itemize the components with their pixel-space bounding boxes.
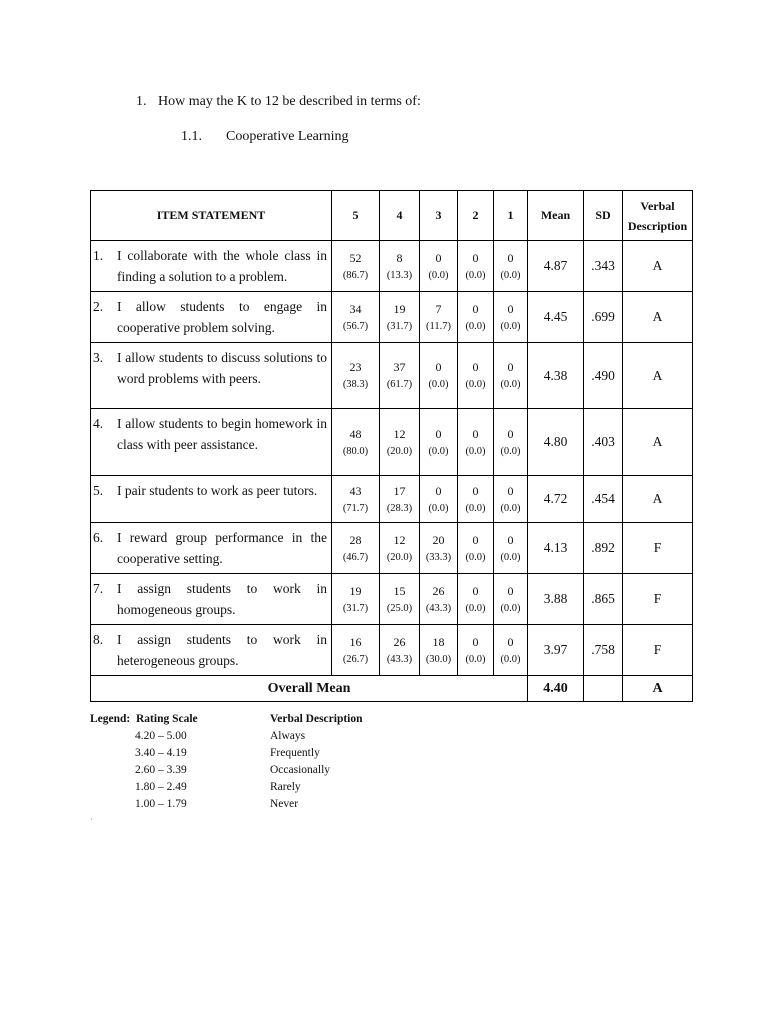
item-statement-cell	[91, 343, 332, 409]
legend-range: 1.00 – 1.79	[135, 798, 187, 810]
count-value: 0	[507, 426, 514, 441]
legend-description: Occasionally	[270, 764, 331, 776]
frequency-cell-4	[380, 476, 420, 523]
frequency-cell-4	[380, 343, 420, 409]
frequency-cell-3	[420, 409, 458, 476]
table-row	[91, 343, 693, 409]
item-statement-cell	[91, 292, 332, 343]
percent-value: (13.3)	[386, 269, 413, 281]
frequency-cell-2	[458, 523, 494, 574]
count-value: 0	[472, 250, 479, 265]
percent-value: (0.0)	[500, 320, 521, 332]
header-sd: SD	[584, 191, 623, 241]
survey-table	[90, 190, 693, 702]
legend-range: 1.80 – 2.49	[135, 781, 187, 793]
frequency-cell-4	[380, 409, 420, 476]
verbal-description-cell: A	[623, 241, 693, 292]
frequency-cell-3	[420, 476, 458, 523]
count-value: 20	[432, 532, 445, 547]
frequency-cell-1	[494, 292, 528, 343]
header-scale-5: 5	[332, 191, 380, 241]
count-value: 0	[435, 483, 442, 498]
count-value: 0	[507, 250, 514, 265]
legend-title-group	[90, 713, 270, 730]
overall-mean: 4.40	[528, 676, 584, 702]
mean-cell: 4.38	[528, 343, 584, 409]
sd-cell: .699	[584, 292, 623, 343]
percent-value: (80.0)	[342, 445, 369, 457]
count-value: 43	[349, 483, 362, 498]
percent-value: (31.7)	[386, 320, 413, 332]
percent-value: (0.0)	[465, 320, 486, 332]
sd-cell: .865	[584, 574, 623, 625]
legend-row	[90, 747, 363, 764]
count-value: 37	[393, 360, 406, 374]
count-value: 0	[472, 301, 479, 316]
percent-value: (26.7)	[342, 653, 369, 665]
percent-value: (46.7)	[342, 551, 369, 563]
frequency-cell-4	[380, 292, 420, 343]
mean-cell: 4.87	[528, 241, 584, 292]
frequency-cell-5	[332, 476, 380, 523]
question-number: 1.	[136, 94, 147, 109]
frequency-cell-2	[458, 241, 494, 292]
percent-value: (0.0)	[500, 379, 521, 390]
percent-value: (11.7)	[426, 320, 451, 332]
percent-value: (0.0)	[428, 445, 449, 457]
percent-value: (0.0)	[465, 551, 486, 563]
count-value: 0	[507, 583, 514, 598]
count-value: 8	[396, 250, 403, 265]
frequency-cell-3	[420, 523, 458, 574]
count-value: 0	[507, 532, 514, 547]
percent-value: (0.0)	[428, 269, 449, 281]
count-value: 26	[432, 583, 445, 598]
frequency-cell-1	[494, 625, 528, 676]
percent-value: (43.3)	[425, 602, 452, 614]
stray-mark: ·	[90, 815, 93, 824]
overall-label: Overall Mean	[91, 676, 528, 702]
sd-cell: .403	[584, 409, 623, 476]
count-value: 17	[393, 483, 406, 498]
verbal-description-cell: F	[623, 574, 693, 625]
mean-cell: 4.13	[528, 523, 584, 574]
percent-value: (38.3)	[342, 379, 369, 390]
frequency-cell-1	[494, 574, 528, 625]
frequency-cell-2	[458, 409, 494, 476]
header-item-statement: ITEM STATEMENT	[91, 191, 332, 241]
percent-value: (71.7)	[342, 502, 369, 514]
header-verbal-line2: Description	[627, 218, 688, 233]
percent-value: (0.0)	[465, 379, 486, 390]
frequency-cell-1	[494, 343, 528, 409]
percent-value: (0.0)	[465, 653, 486, 665]
sd-cell: .758	[584, 625, 623, 676]
legend-title: Legend:	[90, 713, 131, 725]
frequency-cell-2	[458, 343, 494, 409]
frequency-cell-5	[332, 343, 380, 409]
legend-col1-header: Rating Scale	[136, 713, 198, 725]
count-value: 0	[507, 360, 514, 374]
frequency-cell-5	[332, 409, 380, 476]
mean-cell: 3.97	[528, 625, 584, 676]
sd-cell: .490	[584, 343, 623, 409]
percent-value: (0.0)	[465, 502, 486, 514]
frequency-cell-2	[458, 476, 494, 523]
item-text: I allow students to begin homework in class with peer assistance.	[117, 416, 327, 452]
item-text: I allow students to engage in cooperative problem solving.	[117, 299, 327, 335]
count-value: 0	[507, 301, 514, 316]
percent-value: (0.0)	[428, 379, 449, 390]
percent-value: (0.0)	[465, 269, 486, 281]
count-value: 48	[349, 426, 362, 441]
count-value: 19	[349, 583, 362, 598]
item-statement-cell	[91, 523, 332, 574]
legend-description: Always	[270, 730, 306, 742]
count-value: 0	[435, 250, 442, 265]
overall-sd	[584, 676, 623, 702]
frequency-cell-5	[332, 625, 380, 676]
item-statement-cell	[91, 476, 332, 523]
item-number: 6.	[93, 530, 104, 545]
item-text: I allow students to discuss solutions to word problems with peers.	[117, 350, 327, 386]
count-value: 23	[349, 360, 362, 374]
verbal-description-cell: A	[623, 476, 693, 523]
percent-value: (31.7)	[342, 602, 369, 614]
frequency-cell-1	[494, 409, 528, 476]
frequency-cell-3	[420, 574, 458, 625]
count-value: 34	[349, 301, 362, 316]
frequency-cell-2	[458, 292, 494, 343]
percent-value: (0.0)	[500, 502, 521, 514]
legend	[90, 713, 363, 815]
frequency-cell-5	[332, 241, 380, 292]
percent-value: (20.0)	[386, 551, 413, 563]
item-text: I assign students to work in heterogeneous groups.	[117, 632, 327, 668]
item-statement-cell	[91, 574, 332, 625]
frequency-cell-3	[420, 343, 458, 409]
sd-cell: .454	[584, 476, 623, 523]
count-value: 0	[472, 634, 479, 649]
percent-value: (0.0)	[428, 502, 449, 514]
item-statement-cell	[91, 241, 332, 292]
verbal-description-cell: A	[623, 409, 693, 476]
percent-value: (56.7)	[342, 320, 369, 332]
item-number: 4.	[93, 416, 104, 431]
mean-cell: 4.80	[528, 409, 584, 476]
count-value: 15	[393, 583, 406, 598]
table-row	[91, 292, 693, 343]
legend-description: Never	[270, 798, 299, 810]
count-value: 16	[349, 634, 362, 649]
mean-cell: 4.72	[528, 476, 584, 523]
item-number: 3.	[93, 350, 104, 365]
count-value: 18	[432, 634, 445, 649]
count-value: 0	[435, 360, 442, 374]
count-value: 0	[472, 483, 479, 498]
item-text: I reward group performance in the cooperative setting.	[117, 530, 327, 566]
percent-value: (28.3)	[386, 502, 413, 514]
overall-verbal: A	[623, 676, 693, 702]
frequency-cell-1	[494, 523, 528, 574]
sd-cell: .343	[584, 241, 623, 292]
frequency-cell-5	[332, 292, 380, 343]
percent-value: (0.0)	[500, 602, 521, 614]
frequency-cell-4	[380, 574, 420, 625]
mean-cell: 3.88	[528, 574, 584, 625]
legend-row	[90, 781, 363, 798]
table-row	[91, 241, 693, 292]
item-number: 5.	[93, 483, 104, 498]
overall-row	[91, 676, 693, 702]
legend-range: 3.40 – 4.19	[135, 747, 187, 759]
count-value: 19	[393, 301, 406, 316]
frequency-cell-4	[380, 625, 420, 676]
percent-value: (0.0)	[500, 445, 521, 457]
count-value: 52	[349, 250, 362, 265]
percent-value: (20.0)	[386, 445, 413, 457]
item-text: I pair students to work as peer tutors.	[117, 483, 318, 498]
count-value: 0	[472, 426, 479, 441]
table-row	[91, 409, 693, 476]
legend-header	[90, 713, 363, 730]
count-value: 0	[507, 483, 514, 498]
frequency-cell-5	[332, 523, 380, 574]
table-row	[91, 476, 693, 523]
verbal-description-cell: F	[623, 625, 693, 676]
count-value: 0	[472, 360, 479, 374]
legend-description: Rarely	[270, 781, 301, 793]
header-scale-1: 1	[494, 191, 528, 241]
percent-value: (0.0)	[500, 551, 521, 563]
legend-row	[90, 798, 363, 815]
percent-value: (43.3)	[386, 653, 413, 665]
question-heading	[136, 94, 421, 110]
frequency-cell-5	[332, 574, 380, 625]
header-scale-3: 3	[420, 191, 458, 241]
sd-cell: .892	[584, 523, 623, 574]
frequency-cell-1	[494, 476, 528, 523]
legend-range: 2.60 – 3.39	[135, 764, 187, 776]
count-value: 0	[507, 634, 514, 649]
percent-value: (0.0)	[500, 653, 521, 665]
table-row	[91, 574, 693, 625]
verbal-description-cell: F	[623, 523, 693, 574]
verbal-description-cell: A	[623, 292, 693, 343]
frequency-cell-3	[420, 241, 458, 292]
frequency-cell-2	[458, 574, 494, 625]
count-value: 28	[349, 532, 362, 547]
header-row	[91, 191, 693, 241]
item-statement-cell	[91, 409, 332, 476]
mean-cell: 4.45	[528, 292, 584, 343]
subsection-heading	[181, 129, 348, 145]
verbal-description-cell: A	[623, 343, 693, 409]
percent-value: (0.0)	[465, 445, 486, 457]
item-number: 1.	[93, 248, 104, 263]
frequency-cell-3	[420, 625, 458, 676]
header-scale-4: 4	[380, 191, 420, 241]
percent-value: (0.0)	[500, 269, 521, 281]
item-text: I assign students to work in homogeneous groups.	[117, 581, 327, 617]
percent-value: (61.7)	[386, 379, 413, 390]
legend-col2-header: Verbal Description	[270, 713, 363, 725]
legend-description: Frequently	[270, 747, 320, 759]
subsection-text: Cooperative Learning	[226, 129, 349, 144]
percent-value: (30.0)	[425, 653, 452, 665]
percent-value: (25.0)	[386, 602, 413, 614]
item-number: 7.	[93, 581, 104, 596]
header-verbal-description	[623, 191, 693, 241]
header-verbal-line1: Verbal	[640, 198, 675, 213]
count-value: 0	[435, 426, 442, 441]
percent-value: (0.0)	[465, 602, 486, 614]
item-number: 8.	[93, 632, 104, 647]
frequency-cell-2	[458, 625, 494, 676]
item-text: I collaborate with the whole class in finding a solution to a problem.	[117, 248, 327, 284]
count-value: 7	[435, 301, 442, 316]
legend-row	[90, 730, 363, 747]
item-statement-cell	[91, 625, 332, 676]
count-value: 26	[393, 634, 406, 649]
header-mean: Mean	[528, 191, 584, 241]
count-value: 0	[472, 532, 479, 547]
legend-range: 4.20 – 5.00	[135, 730, 187, 742]
frequency-cell-4	[380, 241, 420, 292]
table-row	[91, 625, 693, 676]
percent-value: (33.3)	[425, 551, 452, 563]
subsection-number: 1.1.	[181, 129, 202, 144]
table-row	[91, 523, 693, 574]
question-text: How may the K to 12 be described in terms of:	[158, 94, 421, 109]
item-number: 2.	[93, 299, 104, 314]
frequency-cell-3	[420, 292, 458, 343]
percent-value: (86.7)	[342, 269, 369, 281]
legend-row	[90, 764, 363, 781]
frequency-cell-4	[380, 523, 420, 574]
count-value: 0	[472, 583, 479, 598]
header-scale-2: 2	[458, 191, 494, 241]
count-value: 12	[393, 532, 406, 547]
count-value: 12	[393, 426, 406, 441]
frequency-cell-1	[494, 241, 528, 292]
